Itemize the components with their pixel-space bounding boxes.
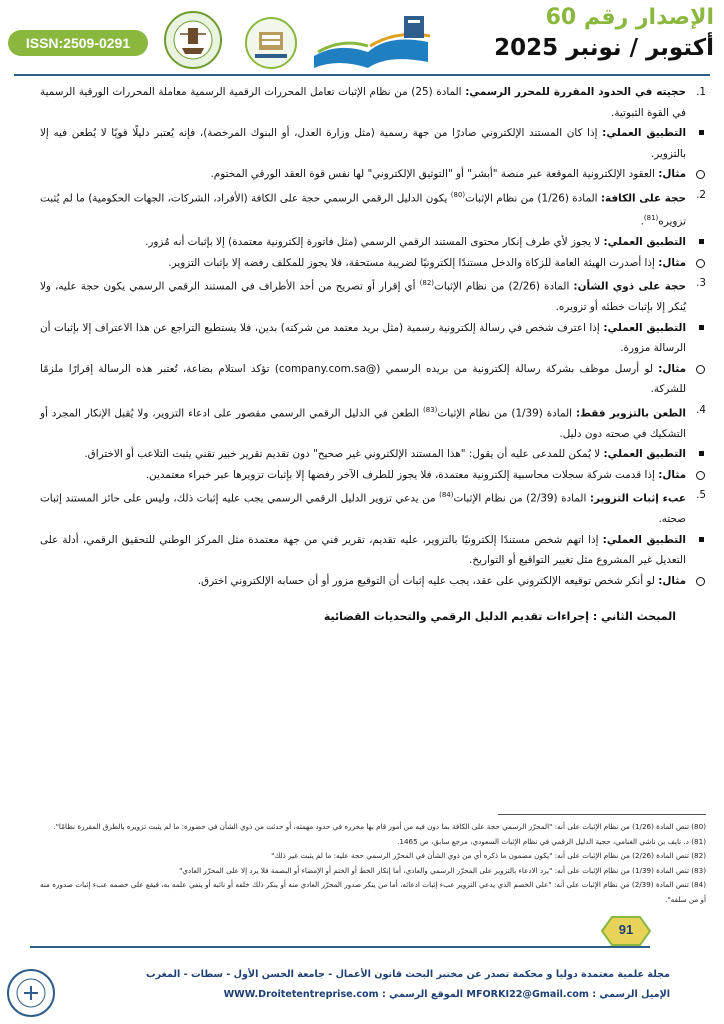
square-bullet-icon: [699, 537, 704, 542]
list-item: التطبيق العملي: إذا كان المستند الإلكتروني صادرًا من جهة رسمية (مثل وزارة العدل، أو البنوك المرخصة)، فإنه يُعتبر دليلًا قويًا لا يُطعن فيه إلا بالتزوير.: [40, 123, 706, 164]
issue-number: الإصدار رقم 60: [545, 5, 714, 30]
square-bullet-icon: [699, 130, 704, 135]
list-item: التطبيق العملي: إذا اتهم شخص مستندًا إلكترونيًا بالتزوير، عليه تقديم، تقرير فني من جهة معتمدة مثل المركز الوطني للتحقيق الرقمي، أدلة على التعديل غير المشروع مثل تغيير التواقيع أو التواريخ.: [40, 530, 706, 571]
item-number: 2.: [696, 188, 706, 201]
list-item: مثال: إذا أصدرت الهيئة العامة للزكاة والدخل مستندًا إلكترونيًا لضريبة مستحقة، فلا يجوز للمكلف رفضه إلا بإثبات التزوير.: [40, 253, 706, 274]
footnote: (80) تنص المادة (1/26) من نظام الإثبات على أنه: "المحرّر الرسمي حجة على الكافة بما دون فيه من أمور قام بها محرره في حدود مهمته، أو حدثت من ذوي الشأن في حضوره: ما لم يثبت تزويره بالطرق المقررة نظامًا".: [53, 822, 706, 831]
item-number: 3.: [696, 277, 706, 290]
circle-bullet-icon: [696, 471, 705, 480]
article-body: [40, 82, 706, 628]
list-item: مثال: لو أرسل موظف بشركة رسالة إلكترونية من بريده الرسمي (@company.com.sa) تؤكد استلام بضاعة، تُعتبر هذه الرسالة إقرارًا ملزمًا للشركة.: [40, 359, 706, 400]
lab-seal-logo: [152, 10, 234, 70]
circle-bullet-icon: [696, 365, 705, 374]
list-item: التطبيق العملي: لا يجوز لأي طرف إنكار محتوى المستند الرقمي الرسمي (مثل فاتورة إلكترونية معتمدة) إلا بإثبات أنه مُزور.: [40, 232, 706, 253]
page-number: 91: [618, 922, 634, 937]
footer-info: [70, 965, 670, 1005]
square-bullet-icon: [699, 451, 704, 456]
footnote-divider: [498, 814, 706, 815]
list-item: 2. حجة على الكافة: المادة (1/26) من نظام الإثبات$^{(80)}$ يكون الدليل الرقمي الرسمي حجة على الكافة (الأفراد، الشركات، الجهات الحكومية) ما لم يُثبت تزويره$^{(81)}$.: [40, 185, 706, 233]
editor-seal-icon: [6, 968, 56, 1018]
list-item: التطبيق العملي: إذا اعترف شخص في رسالة إلكترونية رسمية (مثل بريد معتمد من شركته) بدين، فلا يستطيع التراجع عن هذا الاعتراف إلا بإثبات أن الرسالة مزورة.: [40, 318, 706, 359]
footnote-ref[interactable]: (83): [423, 405, 438, 414]
list-item: 5. عبء إثبات التزوير: المادة (2/39) من نظام الإثبات$^{(84)}$ من يدعي تزوير الدليل الرقمي الرسمي يجب عليه إثبات ذلك، وليس على حائز المستند إثبات صحته.: [40, 485, 706, 529]
footnotes: [40, 820, 706, 907]
header-divider: [14, 74, 710, 76]
footnote: (83) تنص المادة (1/39) من نظام الإثبات على أنه: "يرد الادعاء بالتزوير على المحرّر الرسمي والعادي، أما إنكار الخط أو الختم أو الإمضاء أو البصمة فلا يرد إلا على المحرّر العادي": [179, 865, 706, 875]
footnote-ref[interactable]: (80): [450, 190, 466, 199]
item-number: 5.: [696, 489, 706, 502]
list-item: مثال: لو أنكر شخص توقيعه الإلكتروني على عقد، يجب عليه إثبات أن التوقيع مزور أو أن حسابه الإلكتروني اخترق.: [40, 571, 706, 592]
issn-badge: ISSN:2509-0291: [8, 30, 148, 56]
footnote-ref[interactable]: (82): [419, 279, 435, 288]
item-number: 4.: [696, 403, 706, 416]
footer-contact-line[interactable]: الإميل الرسمي : MFORKI22@Gmail.com الموقع الرسمي : WWW.Droitetentreprise.com: [223, 989, 670, 1000]
circle-bullet-icon: [696, 577, 705, 586]
journal-emblem-logo: [244, 16, 298, 70]
square-bullet-icon: [699, 239, 704, 244]
footnote-ref[interactable]: (84): [439, 491, 454, 500]
list-item: 4. الطعن بالتزوير فقط: المادة (1/39) من نظام الإثبات$^{(83)}$ الطعن في الدليل الرقمي الرسمي مقصور على ادعاء التزوير، ولا يُقبل الإنكار المجرد أو التشكيك في صحته دون دليل.: [40, 400, 706, 444]
footnote: (81) د. نايف بن ناشي الغنامي، حجية الدليل الرقمي في نظام الإثبات السعودي، مرجع سابق، ص 1465.: [397, 836, 706, 846]
list-item: 1. حجيته في الحدود المقررة للمحرر الرسمي: المادة (25) من نظام الإثبات تعامل المحررات الرقمية الرسمية معاملة المحررات الورقية الرسمية في القوة الثبوتية.: [40, 82, 706, 123]
header-logos: [152, 10, 442, 70]
footnote-ref[interactable]: (81): [643, 214, 659, 223]
page-number-badge: [596, 915, 656, 947]
circle-bullet-icon: [696, 170, 705, 179]
list-item: مثال: إذا قدمت شركة سجلات محاسبية إلكترونية معتمدة، فلا يجوز للطرف الآخر رفضها إلا بإثبات تزويرها عبر خبراء معتمدين.: [40, 465, 706, 486]
circle-bullet-icon: [696, 259, 705, 268]
footnote: (84) تنص المادة (2/39) من نظام الإثبات على أنه: "على الخصم الذي يدعي التزوير عبء إثبات ادعائه، أما من ينكر صدور المحرّر العادي منه أو ينكر ذلك خلفه أو نائبه أو ينفي علمه به، فيقع على خصمه عبء إثبات صدوره منه أو من سلفه".: [40, 880, 707, 904]
footnote: (82) تنص المادة (2/26) من نظام الإثبات على أنه: "يكون مضمون ما ذكره أي من ذوي الشأن في المحرّر الرسمي حجة عليه: ما لم يثبت غير ذلك": [271, 851, 706, 860]
issue-date: أكتوبر / نونبر 2025: [494, 35, 714, 61]
list-item: 3. حجة على ذوي الشأن: المادة (2/26) من نظام الإثبات$^{(82)}$ أي إقرار أو تصريح من أحد الأطراف في المستند الرقمي الرسمي يكون حجة عليه، ولا يُنكر إلا بإثبات خطئه أو تزويره.: [40, 273, 706, 317]
footer-divider: [30, 946, 650, 948]
square-bullet-icon: [699, 325, 704, 330]
list-item: مثال: العقود الإلكترونية الموقعة عبر منصة "أبشر" أو "التوثيق الإلكتروني" لها نفس قوة العقد الورقي المختوم.: [40, 164, 706, 185]
section-heading: المبحث الثاني : إجراءات تقديم الدليل الرقمي والتحديات القضائية: [323, 610, 676, 624]
item-number: 1.: [696, 86, 706, 98]
university-book-logo: [308, 12, 440, 72]
issue-info: [444, 4, 714, 66]
list-item: التطبيق العملي: لا يُمكن للمدعى عليه أن يقول: "هذا المستند الإلكتروني غير صحيح" دون تقديم تقرير خبير تقني يثبت التلاعب أو الاختراق.: [40, 444, 706, 465]
footer-journal-line: مجلة علمية معتمدة دوليا و محكمة تصدر عن مختبر البحث قانون الأعمال - جامعة الحسن الأول - سطات - المغرب: [145, 969, 670, 980]
